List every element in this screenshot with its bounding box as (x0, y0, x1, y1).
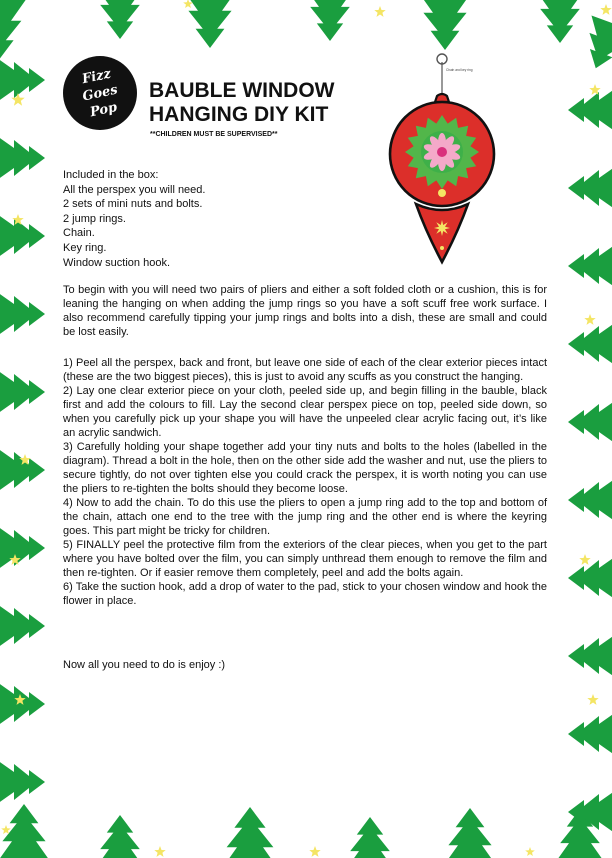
christmas-tree-icon (184, 0, 237, 48)
step-2: 2) Lay one clear exterior piece on your cloth, peeled side up, and begin filling in the bauble, black first and add the colours to fill. Lay the second clear perspex piece on top, peeled side down, so when you carefully pick up your shape you will have the unpeeled clear acrylic facing out, it’s like an acrylic sandwich. (63, 385, 547, 439)
title-line: HANGING DIY KIT (149, 103, 329, 126)
christmas-tree-icon (0, 214, 45, 258)
christmas-tree-icon (346, 817, 394, 858)
christmas-tree-icon (568, 634, 612, 678)
supervision-warning: **CHILDREN MUST BE SUPERVISED** (150, 131, 278, 138)
star-icon (587, 694, 598, 705)
christmas-tree-icon (0, 448, 45, 492)
star-icon (154, 846, 165, 857)
title-line: BAUBLE WINDOW (149, 79, 335, 102)
christmas-tree-icon (568, 166, 612, 210)
page-title (149, 79, 369, 127)
closing-line: Now all you need to do is enjoy :) (63, 659, 226, 671)
christmas-tree-icon (0, 370, 45, 414)
chain-label: Chain and key ring (446, 68, 473, 72)
christmas-tree-icon (0, 58, 45, 102)
christmas-tree-icon (306, 0, 354, 41)
christmas-tree-icon (536, 0, 584, 43)
christmas-tree-icon (575, 16, 612, 76)
christmas-tree-icon (568, 556, 612, 600)
included-list (63, 168, 547, 270)
step-4: 4) Now to add the chain. To do this use the pliers to open a jump ring add to the top and bottom of the chain, attach one end to the tree with the jump ring and the other end is where the keyring goes. This part might be tricky for children. (63, 497, 547, 537)
christmas-tree-icon (568, 88, 612, 132)
christmas-tree-icon (444, 808, 497, 858)
star-icon (11, 93, 24, 106)
christmas-tree-icon (96, 815, 144, 858)
star-icon (309, 846, 320, 857)
included-heading: Included in the box: (63, 169, 159, 181)
list-item: 2 sets of mini nuts and bolts. (63, 198, 203, 211)
christmas-tree-icon (0, 136, 45, 180)
logo-word: Fizz (80, 66, 113, 87)
christmas-tree-icon (0, 292, 45, 336)
star-icon (374, 6, 385, 17)
list-item: 2 jump rings. (63, 212, 126, 225)
star-icon (584, 314, 595, 325)
christmas-tree-icon (0, 604, 45, 648)
star-icon (600, 4, 611, 15)
christmas-tree-icon (96, 0, 144, 39)
step-6: 6) Take the suction hook, add a drop of water to the pad, stick to your chosen window and hook the flower in place. (63, 581, 547, 607)
logo-lettering (63, 56, 137, 130)
step-1: 1) Peel all the perspex, back and front, but leave one side of each of the clear exterior pieces intact (these are the two biggest pieces), this is just to avoid any scuffs as you construct the hanging. (63, 357, 547, 383)
list-item: All the perspex you will need. (63, 183, 206, 196)
christmas-tree-icon (0, 0, 27, 61)
christmas-tree-icon (568, 712, 612, 756)
christmas-tree-icon (568, 244, 612, 288)
step-5: 5) FINALLY peel the protective film from the exteriors of the clear pieces, when you get to the part where you have bolted over the film, you can simply unthread them enough to remove the film and then re-tighten. Or if easier remove them completely, peel and add the bolts again. (63, 539, 547, 579)
brand-logo (63, 56, 137, 130)
christmas-tree-icon (568, 400, 612, 444)
list-item: Key ring. (63, 241, 107, 254)
christmas-tree-icon (568, 322, 612, 366)
star-icon (579, 554, 590, 565)
list-item: Window suction hook. (63, 256, 170, 269)
list-item: Chain. (63, 227, 95, 240)
christmas-tree-icon (0, 526, 45, 570)
christmas-tree-icon (0, 760, 45, 804)
christmas-tree-icon (568, 478, 612, 522)
step-3: 3) Carefully holding your shape together add your tiny nuts and bolts to the holes (labelled in the diagram). Thread a bolt in the hole, then on the other side add the washer and nut, use the pliers to secure tightly, do not over tighten else you could crack the perspex, it is worth noting you can use the pliers to re-tighten the bolts should they become loose. (63, 441, 547, 495)
logo-word: Goes (81, 81, 119, 105)
instruction-steps (63, 356, 547, 608)
intro-paragraph: To begin with you will need two pairs of pliers and either a soft folded cloth or a cushion, this is for leaning the hanging on when adding the jump rings so you have a soft scuff free work surface. I also recommend carefully tipping your jump rings and bolts into a dish, these are small and could be lost easily. (63, 284, 547, 338)
christmas-tree-icon (221, 807, 278, 858)
christmas-tree-icon (419, 0, 472, 50)
logo-word: Pop (88, 99, 119, 120)
star-icon (525, 847, 535, 856)
flower-centre (437, 147, 447, 157)
